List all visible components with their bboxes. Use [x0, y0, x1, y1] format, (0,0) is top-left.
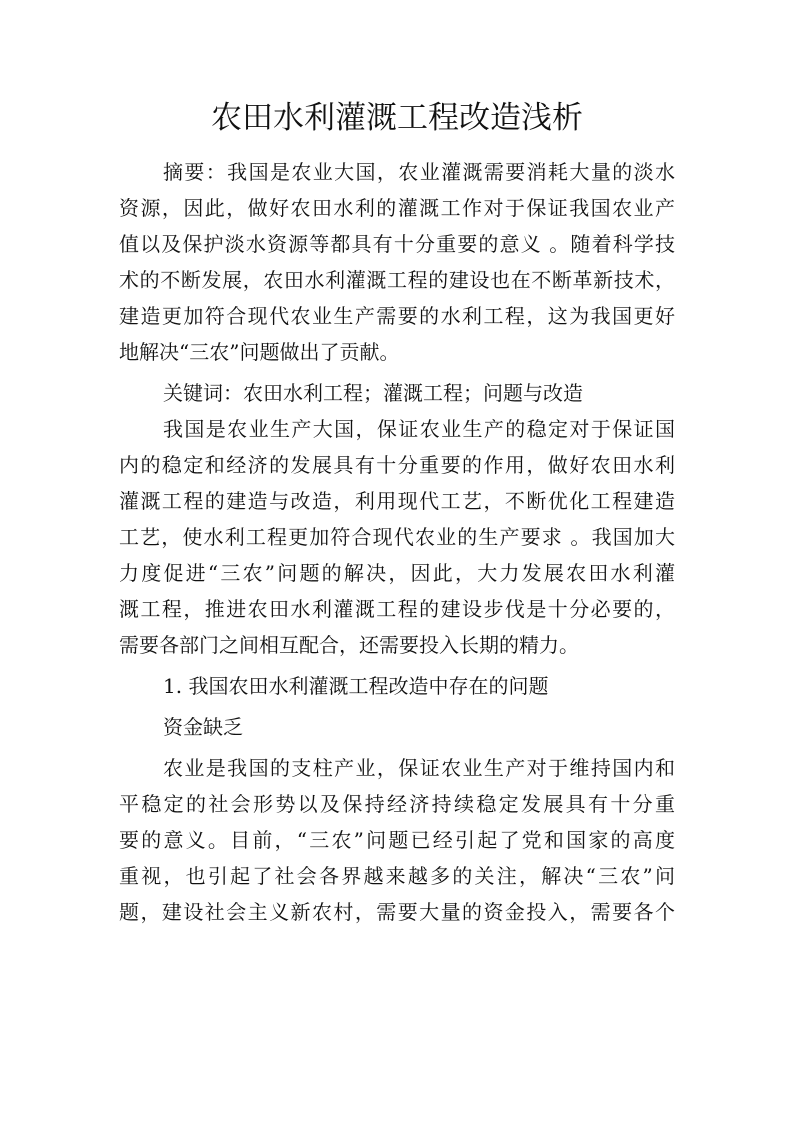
body-line: 我国是农业生产大国，保证农业生产的稳定对于保证国 — [163, 417, 675, 441]
abstract-line: 地解决“三农”问题做出了贡献。 — [119, 340, 400, 364]
body-line: 需要各部门之间相互配合，还需要投入长期的精力。 — [119, 633, 579, 657]
keywords-line: 关键词：农田水利工程；灌溉工程；问题与改造 — [163, 381, 583, 405]
body-line: 重视，也引起了社会各界越来越多的关注，解决“三农”问 — [119, 864, 675, 888]
body-line: 农业是我国的支柱产业，保证农业生产对于维持国内和 — [163, 756, 675, 780]
abstract-line: 建造更加符合现代农业生产需要的水利工程，这为我国更好 — [119, 304, 675, 328]
body-line: 平稳定的社会形势以及保持经济持续稳定发展具有十分重 — [119, 792, 675, 816]
document-title: 农田水利灌溉工程改造浅析 — [211, 100, 583, 136]
body-line: 溉工程，推进农田水利灌溉工程的建设步伐是十分必要的， — [119, 597, 675, 621]
body-line: 要的意义。目前，“三农”问题已经引起了党和国家的高度 — [119, 828, 675, 852]
body-line: 工艺，使水利工程更加符合现代农业的生产要求 。我国加大 — [119, 525, 675, 549]
abstract-line: 值以及保护淡水资源等都具有十分重要的意义 。随着科学技 — [119, 232, 675, 256]
body-line: 灌溉工程的建造与改造，利用现代工艺，不断优化工程建造 — [119, 489, 675, 513]
abstract-line: 术的不断发展，农田水利灌溉工程的建设也在不断革新技术， — [119, 268, 675, 292]
subsection-heading: 资金缺乏 — [163, 715, 243, 739]
abstract-line: 摘要：我国是农业大国，农业灌溉需要消耗大量的淡水 — [163, 160, 675, 184]
abstract-line: 资源，因此，做好农田水利的灌溉工作对于保证我国农业产 — [119, 196, 675, 220]
body-line: 题，建设社会主义新农村，需要大量的资金投入，需要各个 — [119, 900, 675, 924]
section-heading: 1. 我国农田水利灌溉工程改造中存在的问题 — [163, 674, 549, 698]
body-line: 内的稳定和经济的发展具有十分重要的作用，做好农田水利 — [119, 453, 675, 477]
body-line: 力度促进“三农”问题的解决，因此，大力发展农田水利灌 — [119, 561, 675, 585]
